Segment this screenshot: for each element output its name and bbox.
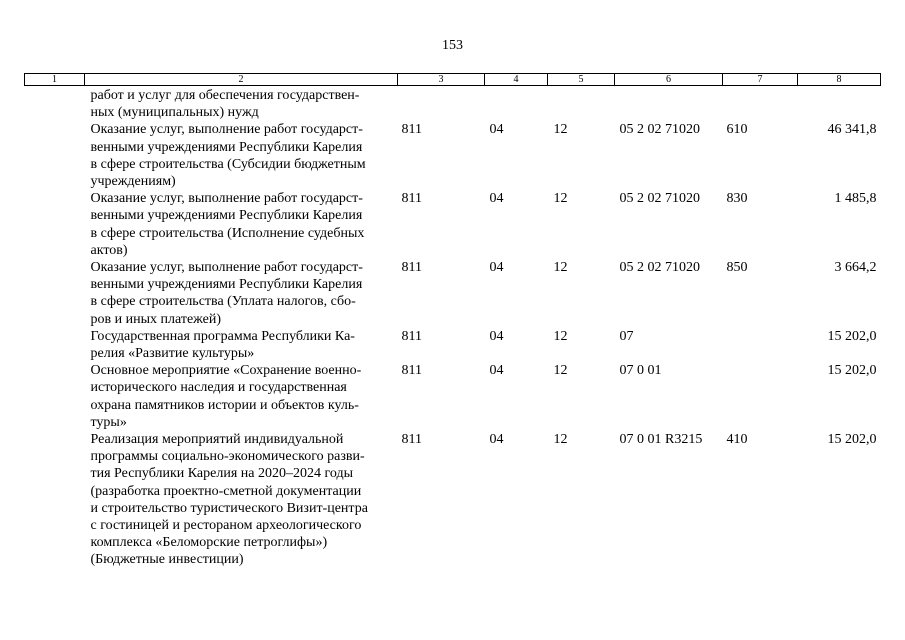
- cell-ministry: 811: [401, 260, 422, 276]
- column-header-6: 6: [615, 74, 723, 86]
- cell-amount: 1 485,8: [834, 191, 877, 207]
- cell-amount: 15 202,0: [827, 432, 877, 448]
- row-name: Основное мероприятие «Сохранение военно- исторического наследия и государственная охрана памятников истории и объектов куль- туры»: [90, 363, 362, 430]
- row-name: Реализация мероприятий индивидуальной программы социально-экономического разви- тия Республики Карелия на 2020–2024 годы (разработка проектно-сметной документации и строительство туристического Визит-центра с гостиницей и рестораном археологического комплекса «Беломорские петроглифы») (Бюджетные инвестиции): [90, 432, 368, 568]
- cell-subsection: 12: [553, 122, 568, 138]
- cell-amount: [798, 86, 881, 122]
- cell-target-article: 05 2 02 71020: [619, 122, 700, 138]
- cell-target-article: 05 2 02 71020: [619, 191, 700, 207]
- budget-table: [24, 73, 881, 569]
- cell-expense-type: [723, 86, 798, 122]
- cell-section: 04: [489, 363, 504, 379]
- cell-ministry: [398, 86, 485, 122]
- cell-section: 04: [489, 432, 504, 448]
- column-header-3: 3: [398, 74, 485, 86]
- table-row: [25, 431, 881, 569]
- cell-target-article: 07 0 01: [619, 363, 662, 379]
- cell-section: 04: [489, 260, 504, 276]
- row-name: Государственная программа Республики Ка- релия «Развитие культуры»: [90, 328, 355, 362]
- cell-subsection: 12: [553, 191, 568, 207]
- cell-section: 04: [489, 191, 504, 207]
- cell-section: 04: [489, 122, 504, 138]
- cell-ministry: 811: [401, 432, 422, 448]
- cell-ministry: 811: [401, 122, 422, 138]
- cell-expense-type: 850: [726, 260, 748, 276]
- row-name: Оказание услуг, выполнение работ государст- венными учреждениями Республики Карелия в сфере строительства (Исполнение судебных актов): [90, 191, 365, 258]
- cell-ministry: 811: [401, 328, 422, 344]
- row-name: Оказание услуг, выполнение работ государст- венными учреждениями Республики Карелия в сфере строительства (Субсидии бюджетным учреждениям): [90, 122, 366, 190]
- row-name: работ и услуг для обеспечения государствен- ных (муниципальных) нужд: [90, 88, 360, 121]
- cell-amount: 46 341,8: [827, 122, 877, 138]
- cell-expense-type: [723, 328, 798, 362]
- cell-subsection: [548, 86, 615, 122]
- column-header-1: 1: [25, 74, 85, 86]
- cell-amount: 15 202,0: [827, 328, 877, 344]
- cell-target-article: 07 0 01 R3215: [619, 432, 703, 448]
- cell-target-article: 05 2 02 71020: [619, 260, 700, 276]
- column-number-row: [25, 74, 881, 86]
- table-row: [25, 259, 881, 328]
- cell-subsection: 12: [553, 363, 568, 379]
- cell-expense-type: [723, 362, 798, 431]
- cell-ministry: 811: [401, 363, 422, 379]
- page-number: 153: [442, 38, 463, 53]
- row-name: Оказание услуг, выполнение работ государст- венными учреждениями Республики Карелия в сфере строительства (Уплата налогов, сбо- ров и иных платежей): [90, 260, 363, 327]
- cell-amount: 3 664,2: [834, 260, 877, 276]
- column-header-5: 5: [548, 74, 615, 86]
- cell-section: [485, 86, 548, 122]
- column-header-7: 7: [723, 74, 798, 86]
- cell-subsection: 12: [553, 432, 568, 448]
- table-row: [25, 121, 881, 190]
- column-header-4: 4: [485, 74, 548, 86]
- table-row: [25, 86, 881, 122]
- cell-expense-type: 410: [726, 432, 748, 448]
- column-header-2: 2: [85, 74, 398, 86]
- table-row: [25, 362, 881, 431]
- cell-target-article: 07: [619, 328, 634, 344]
- table-row: [25, 190, 881, 259]
- cell-section: 04: [489, 328, 504, 344]
- column-header-8: 8: [798, 74, 881, 86]
- cell-target-article: [615, 86, 723, 122]
- cell-amount: 15 202,0: [827, 363, 877, 379]
- cell-subsection: 12: [553, 328, 568, 344]
- cell-subsection: 12: [553, 260, 568, 276]
- cell-ministry: 811: [401, 191, 422, 207]
- cell-expense-type: 610: [726, 122, 748, 138]
- table-row: [25, 328, 881, 362]
- cell-expense-type: 830: [726, 191, 748, 207]
